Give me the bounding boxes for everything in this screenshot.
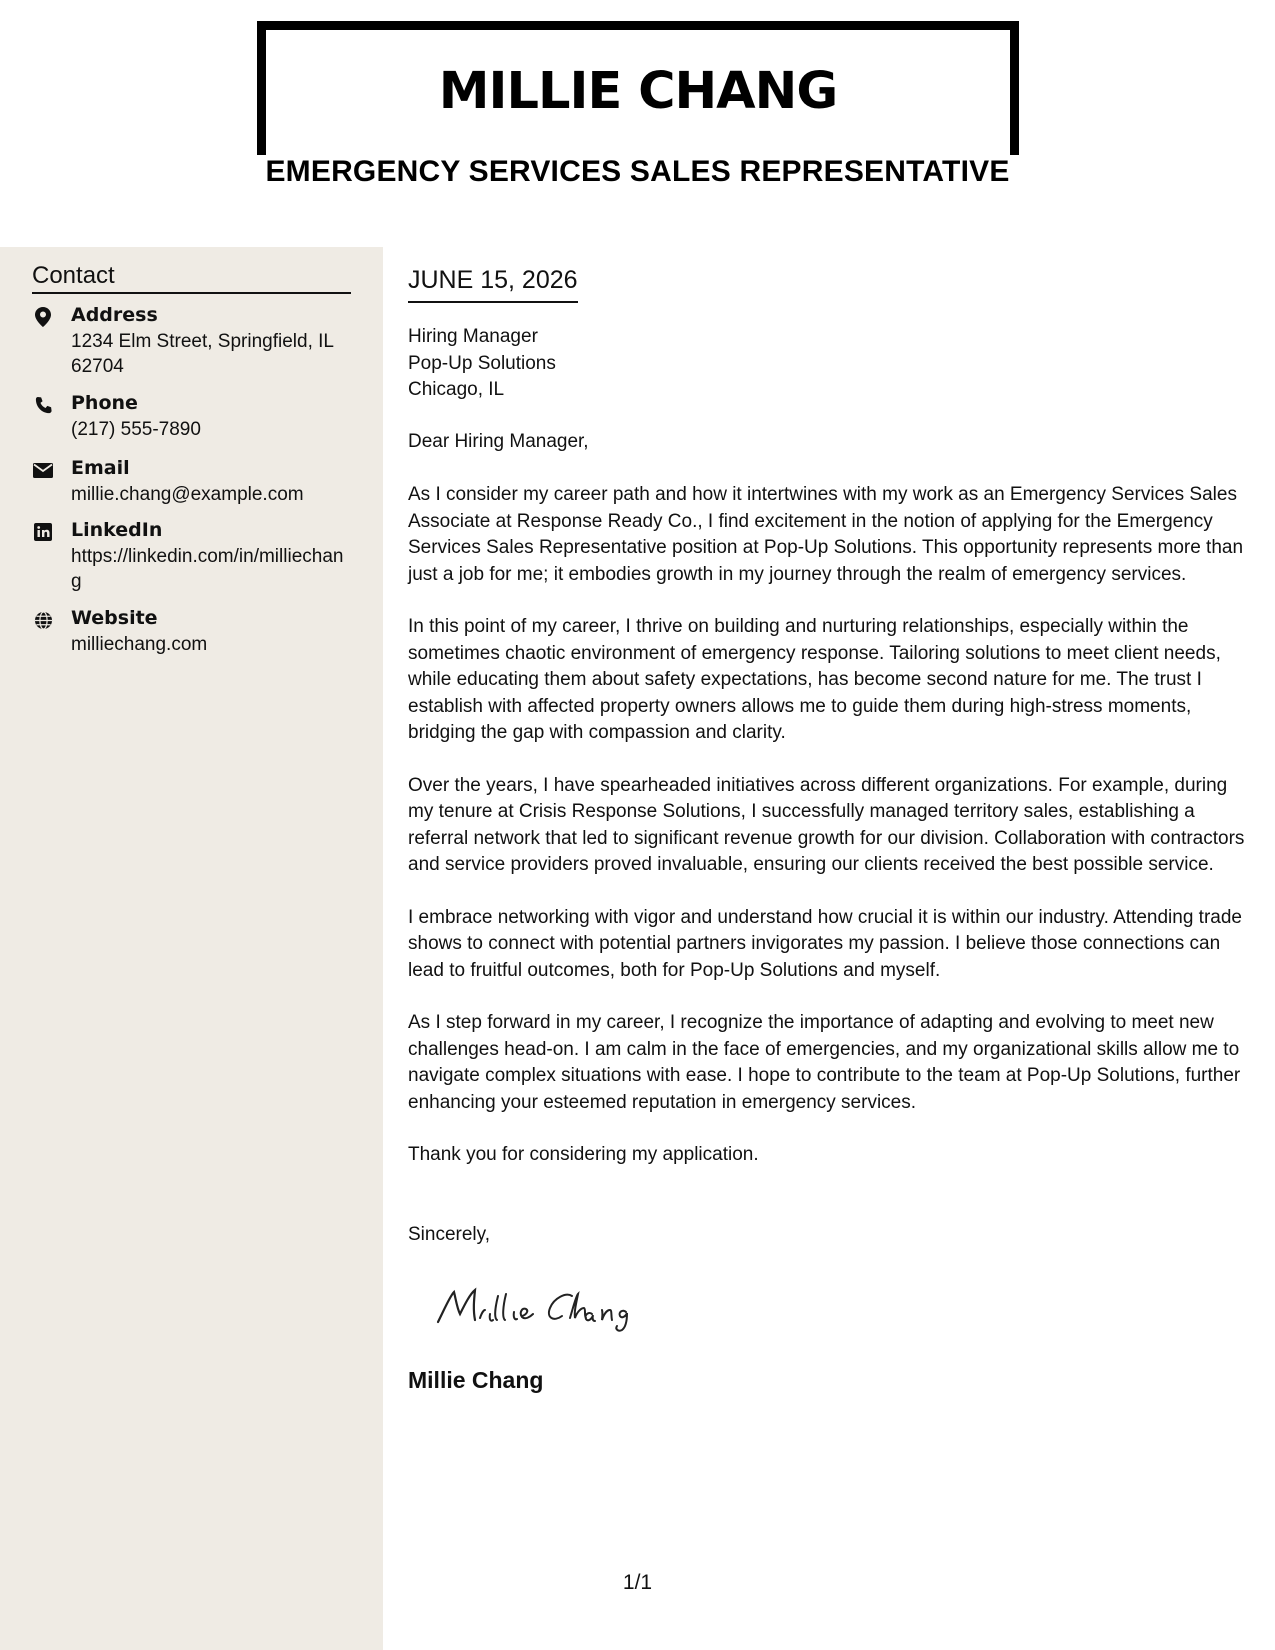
salutation: Dear Hiring Manager, xyxy=(408,431,589,452)
contact-sidebar xyxy=(0,247,383,1650)
closing: Sincerely, xyxy=(408,1224,491,1245)
contact-label: LinkedIn xyxy=(71,519,163,541)
contact-label: Phone xyxy=(71,392,138,414)
contact-label: Website xyxy=(71,607,158,629)
body-paragraph: In this point of my career, I thrive on building and nurturing relationships, especially within the sometimes chaotic environment of emergency response. Tailoring solutions to meet client needs, while educating them about safety expectations, has become second nature for me. The trust I establish with affected property owners allows me to guide them during high-stress moments, bridging the gap with compassion and clarity. xyxy=(408,616,1221,743)
phone-value: (217) 555-7890 xyxy=(71,419,201,440)
email-value: millie.chang@example.com xyxy=(71,484,304,505)
letter-date: JUNE 15, 2026 xyxy=(408,266,578,303)
body-paragraph: Over the years, I have spearheaded initiatives across different organizations. For example, during my tenure at Crisis Response Solutions, I successfully managed territory sales, establishing a referral network that led to significant revenue growth for our division. Collaboration with contractors and service providers proved invaluable, ensuring our clients received the best possible service. xyxy=(408,774,1245,875)
page-number: 1/1 xyxy=(622,1571,653,1594)
job-title: EMERGENCY SERVICES SALES REPRESENTATIVE xyxy=(265,155,1010,188)
body-paragraph: I embrace networking with vigor and understand how crucial it is within our industry. Attending trade shows to connect with potential partners invigorates my passion. I believe those connections can lead to fruitful outcomes, both for Pop-Up Solutions and myself. xyxy=(408,906,1242,981)
contact-label: Email xyxy=(71,457,130,479)
linkedin-icon xyxy=(32,521,54,543)
envelope-icon xyxy=(32,459,54,481)
signature-image xyxy=(432,1278,652,1343)
map-pin-icon xyxy=(32,306,54,328)
recipient-line: Hiring Manager xyxy=(408,326,538,347)
linkedin-value[interactable]: https://linkedin.com/in/milliechang xyxy=(71,546,344,592)
body-paragraph: As I step forward in my career, I recognize the importance of adapting and evolving to meet new challenges head-on. I am calm in the face of emergencies, and my organizational skills allow me to navigate complex situations with ease. I hope to contribute to the team at Pop-Up Solutions, further enhancing your esteemed reputation in emergency services. xyxy=(408,1012,1241,1113)
signed-name: Millie Chang xyxy=(408,1367,544,1393)
contact-heading: Contact xyxy=(32,262,351,294)
body-paragraph: Thank you for considering my application. xyxy=(408,1144,759,1165)
website-value[interactable]: milliechang.com xyxy=(71,634,208,655)
address-value: 1234 Elm Street, Springfield, IL 62704 xyxy=(71,331,334,377)
recipient-block xyxy=(408,324,556,404)
globe-icon xyxy=(32,609,54,631)
recipient-line: Chicago, IL xyxy=(408,379,505,400)
contact-label: Address xyxy=(71,304,158,326)
applicant-name: MILLIE CHANG xyxy=(438,62,838,121)
phone-icon xyxy=(32,394,54,416)
recipient-line: Pop-Up Solutions xyxy=(408,352,556,374)
letter-body xyxy=(408,482,1248,1195)
body-paragraph: As I consider my career path and how it intertwines with my work as an Emergency Services Sales Associate at Response Ready Co., I find excitement in the notion of applying for the Emergency Services Sales Representative position at Pop-Up Solutions. This opportunity represents more than just a job for me; it embodies growth in my journey through the realm of emergency services. xyxy=(408,484,1244,585)
